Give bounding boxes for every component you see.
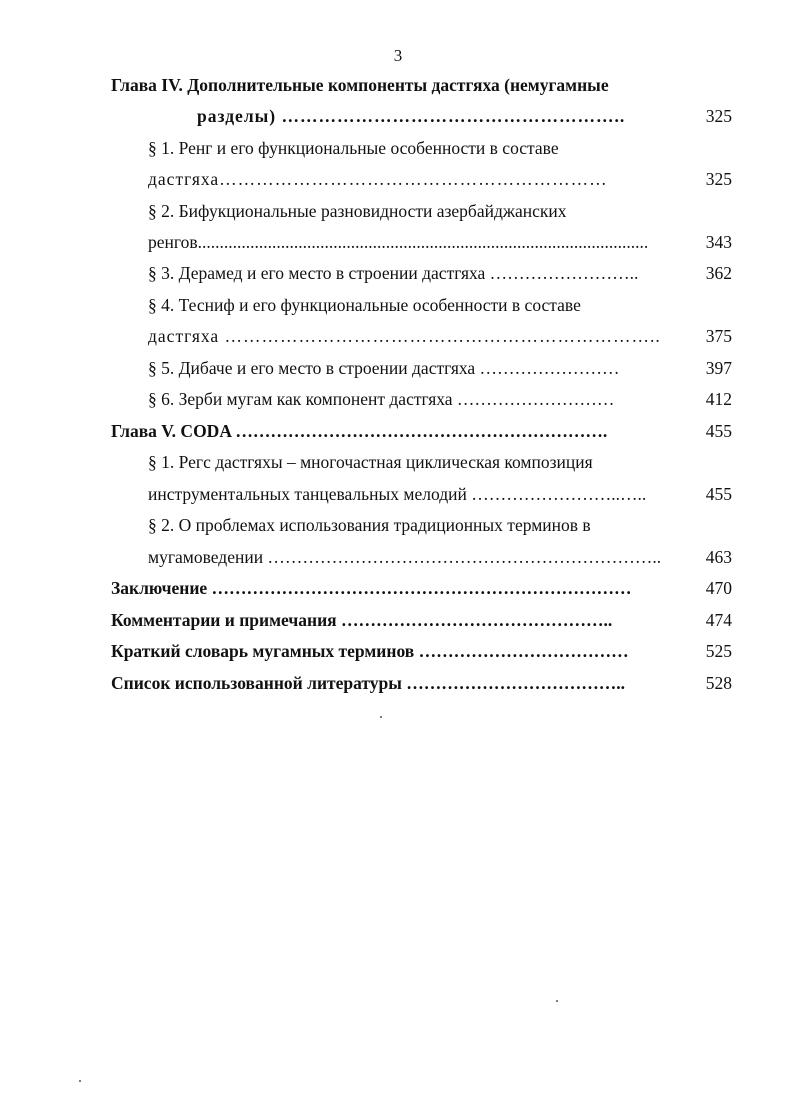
toc-section-4-4: § 4. Тесниф и его функциональные особенности в составе — [148, 295, 581, 315]
toc-bibliography: Список использованной литературы ……………………………….. — [111, 673, 626, 693]
toc-page-number: 412 — [705, 389, 732, 409]
scan-speck — [79, 1080, 81, 1082]
toc-page-number: 455 — [705, 421, 732, 441]
toc-chapter-4-title: Глава IV. Дополнительные компоненты дастгяха (немугамные — [111, 75, 609, 95]
toc-page-number: 463 — [705, 547, 732, 567]
toc-page-number: 470 — [705, 578, 732, 598]
toc-comments: Комментарии и примечания ……………………………………….. — [111, 610, 613, 630]
toc-section-4-5: § 5. Дибаче и его место в строении дастгяха …………………… — [148, 358, 620, 378]
toc-chapter-4-title-cont: разделы) ……………………………………………….. — [197, 106, 626, 126]
toc-page-number: 343 — [705, 232, 732, 252]
toc-section-4-4-cont: дастгяха …………………………………………………………….. — [148, 326, 661, 346]
toc-section-5-2-cont: мугамоведении ………………………………………………………….. — [148, 547, 662, 567]
toc-section-4-2: § 2. Бифукциональные разновидности азербайджанских — [148, 201, 567, 221]
toc-section-5-2: § 2. О проблемах использования традиционных терминов в — [148, 515, 591, 535]
toc-section-5-1-cont: инструментальных танцевальных мелодий ……………………..….. — [148, 484, 647, 504]
toc-section-4-3: § 3. Дерамед и его место в строении дастгяха …………………….. — [148, 263, 639, 283]
toc-page-number: 455 — [705, 484, 732, 504]
toc-page-number: 325 — [705, 169, 732, 189]
toc-page-number: 362 — [705, 263, 732, 283]
scan-speck — [380, 716, 382, 718]
toc-section-4-2-cont: ренгов....................................................................................................... — [148, 232, 649, 252]
scan-speck — [556, 1000, 558, 1002]
toc-section-5-1: § 1. Регс дастгяхы – многочастная циклическая композиция — [148, 452, 593, 472]
page-number: 3 — [393, 46, 403, 65]
toc-chapter-5-title: Глава V. CODA ………………………………………………………. — [111, 421, 608, 441]
toc-section-4-1-cont: дастгяха……………………………………………………… — [148, 169, 608, 189]
toc-page-number: 474 — [705, 610, 732, 630]
toc-section-4-6: § 6. Зерби мугам как компонент дастгяха ……………………… — [148, 389, 615, 409]
toc-page-number: 375 — [705, 326, 732, 346]
toc-conclusion: Заключение ……………………………………………………………… — [111, 578, 632, 598]
toc-glossary: Краткий словарь мугамных терминов ……………………………… — [111, 641, 629, 661]
toc-page-number: 325 — [705, 106, 732, 126]
toc-page-number: 528 — [705, 673, 732, 693]
toc-section-4-1: § 1. Ренг и его функциональные особенности в составе — [148, 138, 559, 158]
toc-page-number: 525 — [705, 641, 732, 661]
toc-page-number: 397 — [705, 358, 732, 378]
